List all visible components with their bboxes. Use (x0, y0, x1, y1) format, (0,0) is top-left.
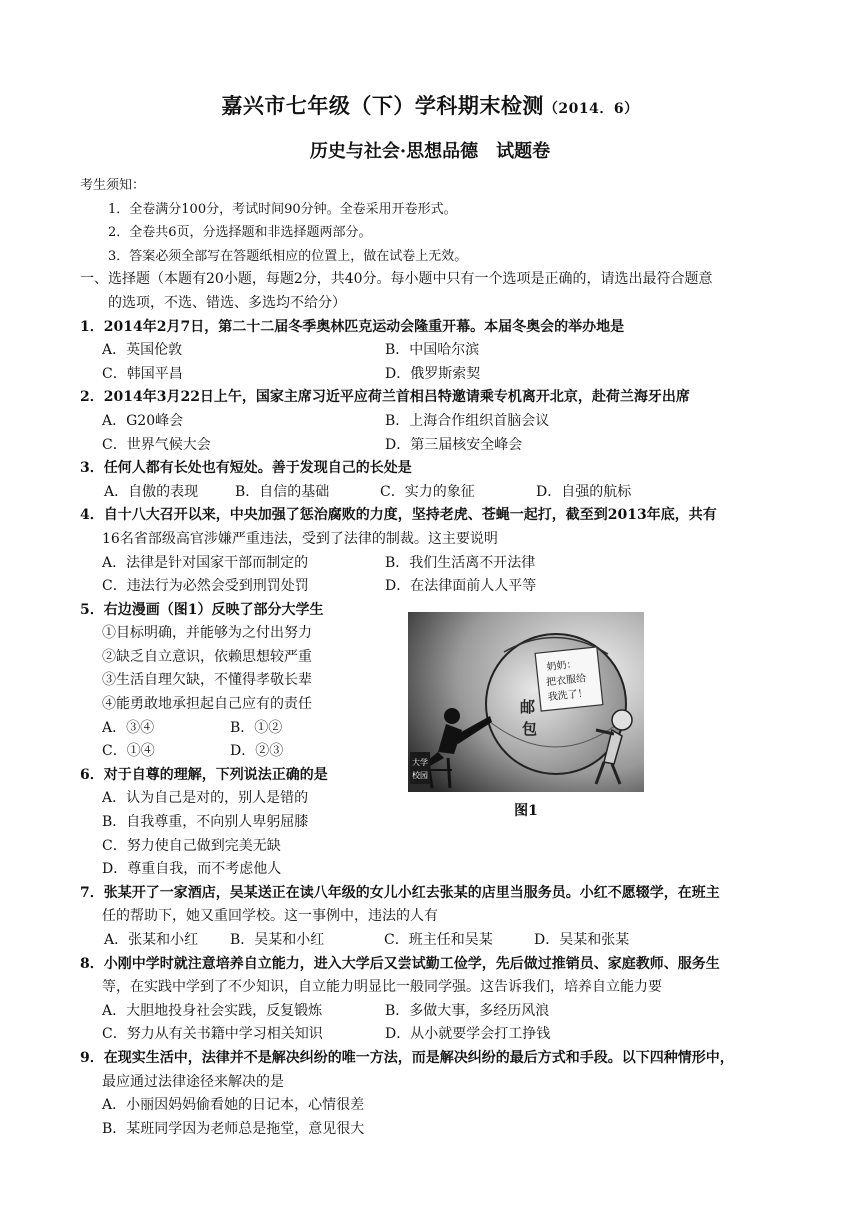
page-title (0, 90, 860, 120)
option-c: C．努力从有关书籍中学习相关知识 (102, 1026, 323, 1043)
option-d: D．尊重自我，而不考虑他人 (102, 861, 282, 878)
question-2-options-row1 (80, 410, 780, 434)
option-b: B．自我尊重，不向别人卑躬屈膝 (102, 814, 309, 831)
option-d: D．自强的航标 (536, 483, 632, 500)
question-4-options-row2 (80, 575, 780, 599)
option-a: A．小丽因妈妈偷看她的日记本，心情很差 (102, 1097, 365, 1114)
question-7-options (80, 929, 780, 953)
bag-text-1: 邮 (520, 698, 536, 716)
option-a: A．法律是针对国家干部而制定的 (102, 554, 309, 571)
title-text: 嘉兴市七年级（下）学科期末检测 (221, 93, 544, 118)
notice-item-1: 1．全卷满分100分，考试时间90分钟。全卷采用开卷形式。 (108, 201, 457, 217)
option-b: B．上海合作组织首脑会议 (385, 412, 550, 429)
cartoon-figure (408, 612, 644, 792)
note-text-2: 把衣服给 (545, 673, 587, 689)
option-b: B．自信的基础 (235, 483, 330, 500)
option-b: B．吴某和小红 (230, 932, 325, 948)
question-4-stem-cont: 16名省部级高官涉嫌严重违法，受到了法律的制裁。这主要说明 (102, 530, 498, 547)
question-8-options-row2 (80, 1023, 780, 1047)
question-9-stem: 9．在现实生活中，法律并不是解决纠纷的唯一方法，而是解决纠纷的最后方式和手段。以下四种情形中， (80, 1049, 734, 1066)
option-a: A．英国伦敦 (102, 342, 183, 359)
notice-item-2: 2．全卷共6页，分选择题和非选择题两部分。 (108, 225, 372, 241)
option-d: D．第三届核安全峰会 (385, 436, 523, 453)
option-c: C．班主任和吴某 (384, 932, 493, 948)
question-3-options (80, 481, 780, 505)
question-1-options-row1 (80, 339, 780, 363)
question-7-stem: 7．张某开了一家酒店，吴某送正在读八年级的女儿小红去张某的店里当服务员。小红不愿辍学，在班主 (80, 884, 720, 901)
question-3-stem: 3．任何人都有长处也有短处。善于发现自己的长处是 (80, 460, 412, 477)
question-6-stem: 6．对于自尊的理解，下列说法正确的是 (80, 766, 328, 783)
option-c: C．①④ (102, 743, 155, 760)
option-b: B．多做大事，多经历风浪 (385, 1002, 550, 1019)
section-heading: 一、选择题（本题有20小题，每题2分，共40分。每小题中只有一个选项是正确的，请选出最符合题意 (80, 271, 713, 288)
option-a: A．自傲的表现 (104, 483, 199, 500)
option-d: D．俄罗斯索契 (385, 365, 481, 382)
option-a: A．认为自己是对的，别人是错的 (102, 790, 309, 807)
option-d: D．从小就要学会打工挣钱 (385, 1026, 551, 1043)
option-c: C．实力的象征 (380, 483, 475, 500)
option-a: A．③④ (102, 719, 155, 736)
statement-1: ①目标明确，并能够为之付出努力 (102, 625, 312, 642)
option-c: C．努力使自己做到完美无缺 (102, 837, 281, 854)
question-1-options-row2 (80, 363, 780, 387)
bag-text-2: 包 (522, 720, 538, 738)
question-8-stem-cont: 等，在实践中学到了不少知识，自立能力明显比一般同学强。这告诉我们，培养自立能力要 (102, 979, 662, 996)
sign-text-1: 大学 (412, 758, 428, 767)
statement-2: ②缺乏自立意识，依赖思想较严重 (102, 648, 312, 665)
section-heading-cont: 的选项，不选、错选、多选均不给分） (108, 294, 346, 311)
question-2-stem: 2．2014年3月22日上午，国家主席习近平应荷兰首相吕特邀请乘专机离开北京，赴荷兰海牙出席 (80, 389, 690, 406)
note-text-1: 奶奶： (546, 659, 578, 674)
statement-4: ④能勇敢地承担起自己应有的责任 (102, 696, 312, 713)
option-a: A．大胆地投身社会实践，反复锻炼 (102, 1002, 323, 1019)
option-a: A．G20峰会 (102, 412, 184, 429)
page-subtitle: 历史与社会·思想品德 试题卷 (309, 141, 551, 162)
option-a: A．张某和小红 (104, 932, 199, 948)
figure-caption: 图1 (514, 803, 538, 819)
statement-3: ③生活自理欠缺，不懂得孝敬长辈 (102, 672, 312, 689)
question-7-stem-cont: 任的帮助下，她又重回学校。这一事例中，违法的人有 (102, 908, 438, 925)
question-2-options-row2 (80, 434, 780, 458)
sign-text-2: 校园 (412, 771, 428, 780)
option-d: D．②③ (230, 743, 284, 760)
title-date: （2014．6） (543, 101, 639, 117)
option-d: D．在法律面前人人平等 (385, 578, 537, 595)
option-c: C．世界气候大会 (102, 436, 211, 453)
note-text-3: 我洗了！ (547, 688, 589, 704)
option-b: B．①② (230, 719, 283, 736)
option-b: B．中国哈尔滨 (385, 342, 480, 359)
question-4-stem: 4．自十八大召开以来，中央加强了惩治腐败的力度，坚持老虎、苍蝇一起打，截至到2013年底，共有 (80, 507, 717, 524)
option-b: B．我们生活离不开法律 (385, 554, 536, 571)
question-1-stem: 1．2014年2月7日，第二十二届冬季奥林匹克运动会隆重开幕。本届冬奥会的举办地是 (80, 318, 625, 335)
question-8-stem: 8．小刚中学时就注意培养自立能力，进入大学后又尝试勤工俭学，先后做过推销员、家庭教师、服务生 (80, 955, 720, 972)
question-4-options-row1 (80, 552, 780, 576)
question-5-stem: 5．右边漫画（图1）反映了部分大学生 (80, 601, 324, 618)
question-9-stem-cont: 最应通过法律途径来解决的是 (102, 1073, 284, 1090)
option-d: D．吴某和张某 (534, 932, 630, 948)
notice-item-3: 3．答案必须全部写在答题纸相应的位置上，做在试卷上无效。 (108, 248, 468, 264)
option-c: C．韩国平昌 (102, 365, 183, 382)
option-b: B．某班同学因为老师总是拖堂，意见很大 (102, 1120, 365, 1137)
notice-heading: 考生须知： (80, 178, 146, 193)
question-8-options-row1 (80, 1000, 780, 1024)
option-c: C．违法行为必然会受到刑罚处罚 (102, 578, 309, 595)
